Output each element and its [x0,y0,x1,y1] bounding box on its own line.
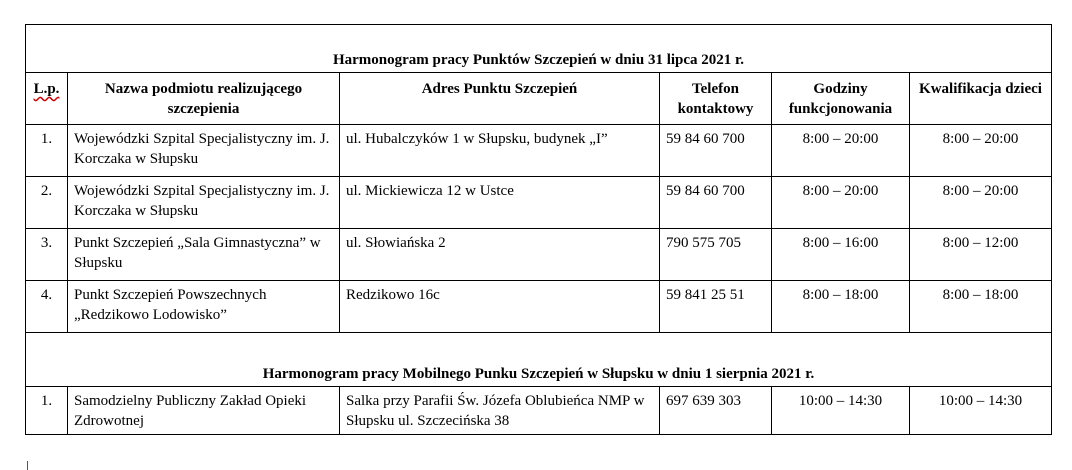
row-name: Samodzielny Publiczny Zakład Opieki Zdrowotnej [68,387,340,435]
row-kids: 8:00 – 20:00 [910,177,1052,229]
row-kids: 8:00 – 12:00 [910,229,1052,281]
row-hours: 8:00 – 20:00 [772,177,910,229]
header-phone: Telefon kontaktowy [660,73,772,125]
table-row [26,177,1052,229]
row-phone: 790 575 705 [660,229,772,281]
row-name: Wojewódzki Szpital Specjalistyczny im. J. Korczaka w Słupsku [68,125,340,177]
header-address: Adres Punktu Szczepień [340,73,660,125]
row-name: Wojewódzki Szpital Specjalistyczny im. J. Korczaka w Słupsku [68,177,340,229]
row-kids: 10:00 – 14:30 [910,387,1052,435]
header-name: Nazwa podmiotu realizującego szczepienia [68,73,340,125]
schedule-table [25,24,1052,435]
row-name: Punkt Szczepień „Sala Gimnastyczna” w Słupsku [68,229,340,281]
row-phone: 697 639 303 [660,387,772,435]
row-address: ul. Hubalczyków 1 w Słupsku, budynek „I” [340,125,660,177]
row-phone: 59 84 60 700 [660,125,772,177]
row-phone: 59 84 60 700 [660,177,772,229]
row-hours: 8:00 – 16:00 [772,229,910,281]
table-row [26,229,1052,281]
row-lp: 3. [26,229,68,281]
row-address: Redzikowo 16c [340,281,660,333]
header-lp [26,73,68,125]
row-phone: 59 841 25 51 [660,281,772,333]
table-row [26,125,1052,177]
row-address: ul. Mickiewicza 12 w Ustce [340,177,660,229]
header-lp-label: L.p. [33,81,60,97]
row-kids: 8:00 – 20:00 [910,125,1052,177]
header-hours: Godziny funkcjonowania [772,73,910,125]
row-lp: 4. [26,281,68,333]
row-hours: 8:00 – 20:00 [772,125,910,177]
row-lp: 2. [26,177,68,229]
row-address: Salka przy Parafii Św. Józefa Oblubieńca NMP w Słupsku ul. Szczecińska 38 [340,387,660,435]
header-row [26,73,1052,125]
row-lp: 1. [26,387,68,435]
table-row [26,281,1052,333]
row-hours: 10:00 – 14:30 [772,387,910,435]
schedule-title-2: Harmonogram pracy Mobilnego Punku Szczepień w Słupsku w dniu 1 sierpnia 2021 r. [26,333,1052,387]
text-cursor [27,461,28,470]
schedule-title-1: Harmonogram pracy Punktów Szczepień w dniu 31 lipca 2021 r. [26,25,1052,73]
title-row-1 [26,25,1052,73]
row-hours: 8:00 – 18:00 [772,281,910,333]
row-kids: 8:00 – 18:00 [910,281,1052,333]
row-name: Punkt Szczepień Powszechnych „Redzikowo Lodowisko” [68,281,340,333]
table-row [26,387,1052,435]
header-kids: Kwalifikacja dzieci [910,73,1052,125]
title-row-2 [26,333,1052,387]
row-lp: 1. [26,125,68,177]
row-address: ul. Słowiańska 2 [340,229,660,281]
